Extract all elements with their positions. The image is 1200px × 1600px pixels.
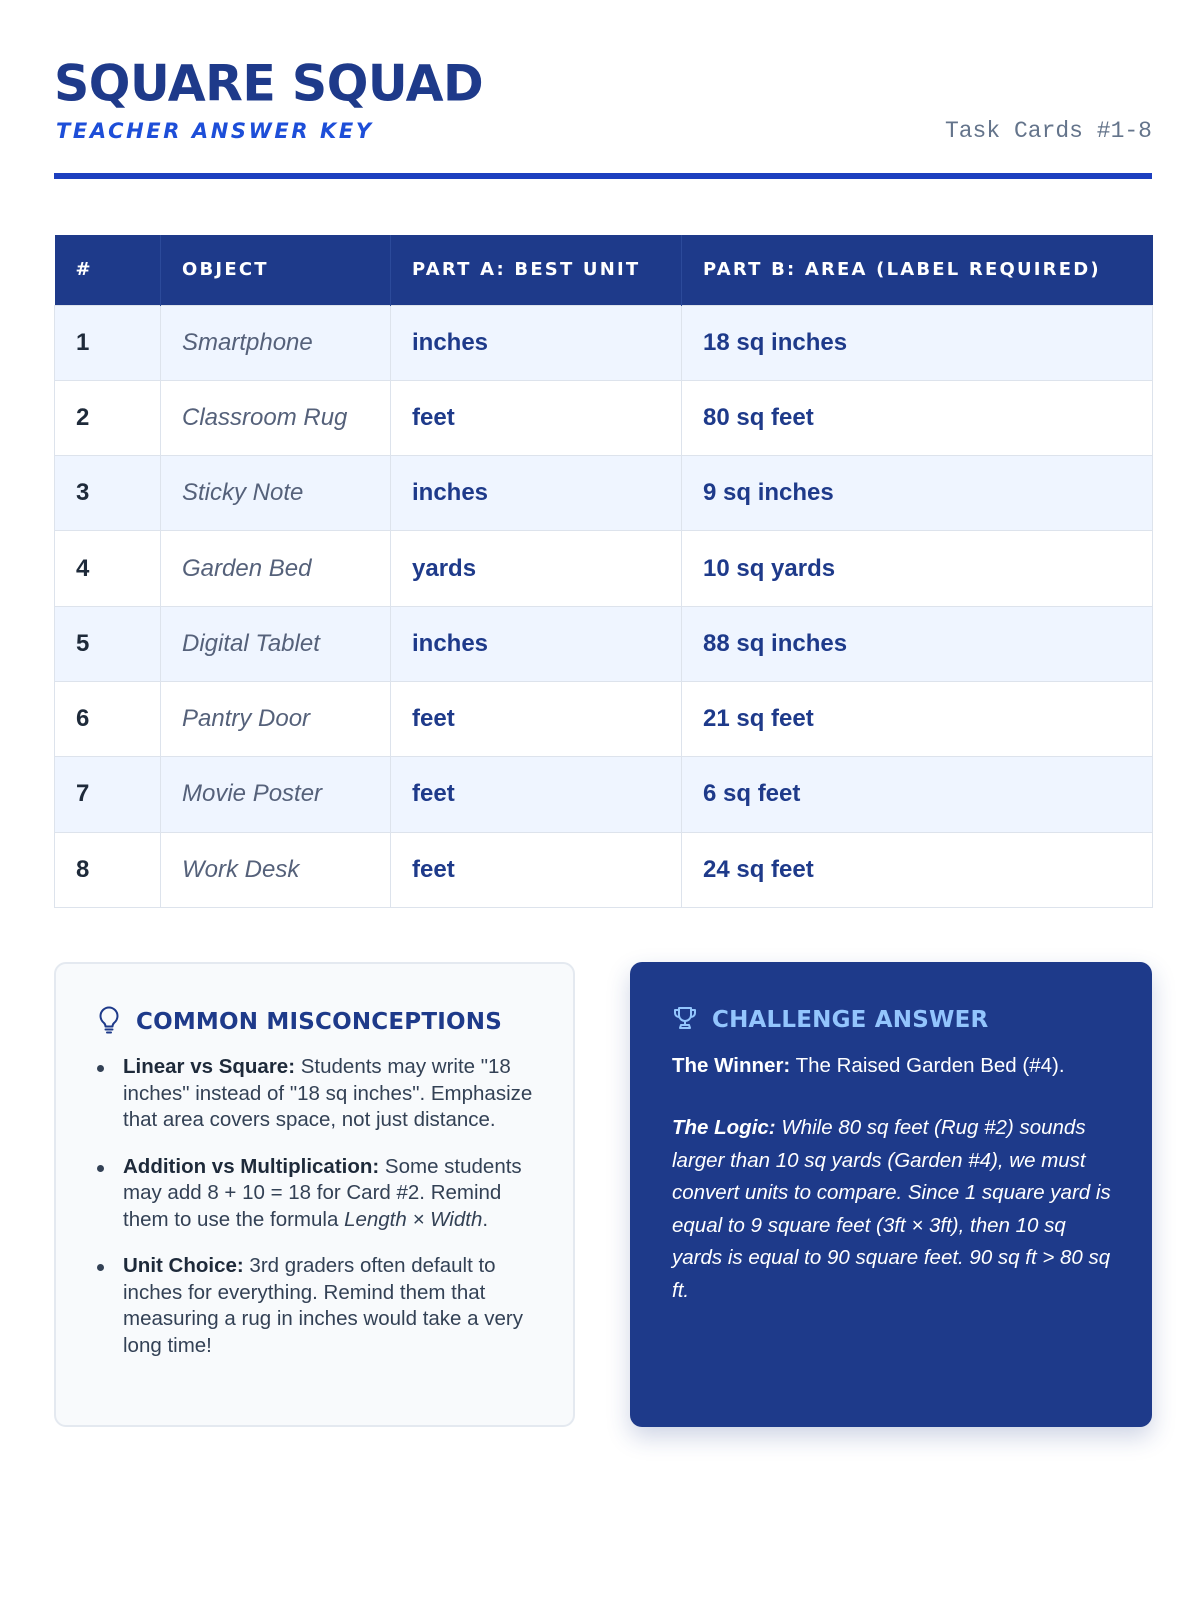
table-row [55,531,1153,606]
list-item [96,1154,533,1234]
row-area: 80 sq feet [682,380,1153,455]
winner-text [672,1052,1112,1080]
row-number: 8 [55,832,161,907]
row-number: 4 [55,531,161,606]
row-number: 3 [55,456,161,531]
lightbulb-icon [96,1006,136,1039]
misconceptions-heading: COMMON MISCONCEPTIONS [136,1009,502,1035]
misconceptions-header [96,1006,533,1038]
row-unit: feet [391,832,682,907]
row-number: 6 [55,681,161,756]
row-area: 18 sq inches [682,305,1153,380]
row-object: Pantry Door [161,681,391,756]
row-area: 6 sq feet [682,757,1153,832]
row-area: 21 sq feet [682,681,1153,756]
row-object: Work Desk [161,832,391,907]
list-item [96,1253,533,1359]
row-object: Garden Bed [161,531,391,606]
column-header-object: OBJECT [161,235,391,305]
row-number: 1 [55,305,161,380]
row-area: 10 sq yards [682,531,1153,606]
logic-label: The Logic: [672,1116,776,1139]
challenge-card [630,962,1152,1427]
misconception-label: Addition vs Multiplication: [123,1154,380,1178]
row-area: 88 sq inches [682,606,1153,681]
table-row [55,380,1153,455]
row-area: 9 sq inches [682,456,1153,531]
header [54,54,1152,181]
page-title: SQUARE SQUAD [54,54,484,113]
header-divider [54,173,1152,179]
misconceptions-card [54,962,575,1427]
row-unit: inches [391,606,682,681]
winner-value: The Raised Garden Bed (#4). [790,1054,1065,1077]
misconception-label: Unit Choice: [123,1254,244,1277]
table-row [55,606,1153,681]
row-area: 24 sq feet [682,832,1153,907]
row-object: Digital Tablet [161,606,391,681]
challenge-heading: CHALLENGE ANSWER [712,1007,989,1033]
row-unit: feet [391,757,682,832]
column-header-area: PART B: AREA (LABEL REQUIRED) [682,235,1153,305]
row-object: Movie Poster [161,757,391,832]
row-object: Smartphone [161,305,391,380]
row-unit: feet [391,681,682,756]
list-item [96,1054,533,1134]
table-header-row [55,235,1153,305]
column-header-best-unit: PART A: BEST UNIT [391,235,682,305]
row-unit: inches [391,456,682,531]
misconception-label: Linear vs Square: [123,1055,296,1078]
logic-value: While 80 sq feet (Rug #2) sounds larger than 10 sq yards (Garden #4), we must convert units to compare. Since 1 square yard is equal to 9 square feet (3ft × 3ft), then 10 sq yards is equal to 90 square feet. 90 sq ft > 80 sq ft. [672,1116,1111,1302]
row-unit: yards [391,531,682,606]
row-unit: feet [391,380,682,455]
column-header-number: # [55,235,161,305]
row-number: 5 [55,606,161,681]
misconception-text: Students may write "18 inches" instead of "18 sq inches". Emphasize that area covers space, not just distance. [123,1055,533,1131]
challenge-header [672,1004,1112,1036]
table-row [55,456,1153,531]
trophy-icon [672,1005,712,1036]
misconception-text: Some students may add 8 + 10 = 18 for Card #2. Remind them to use the formula [123,1154,522,1231]
table-row [55,832,1153,907]
table-row [55,681,1153,756]
table-row [55,305,1153,380]
misconceptions-list [96,1054,533,1359]
formula-text: Length × Width [344,1207,483,1231]
row-object: Sticky Note [161,456,391,531]
misconception-end: . [482,1207,489,1231]
row-unit: inches [391,305,682,380]
answer-table [54,235,1153,908]
page-subtitle: TEACHER ANSWER KEY [56,119,374,143]
row-number: 7 [55,757,161,832]
winner-label: The Winner: [672,1054,791,1077]
row-number: 2 [55,380,161,455]
misconception-text: 3rd graders often default to inches for everything. Remind them that measuring a rug in inches would take a very long time! [123,1254,523,1357]
answer-key-page [54,0,1152,1600]
task-cards-label: Task Cards #1-8 [944,118,1152,144]
logic-text [672,1112,1112,1307]
table-row [55,757,1153,832]
row-object: Classroom Rug [161,380,391,455]
